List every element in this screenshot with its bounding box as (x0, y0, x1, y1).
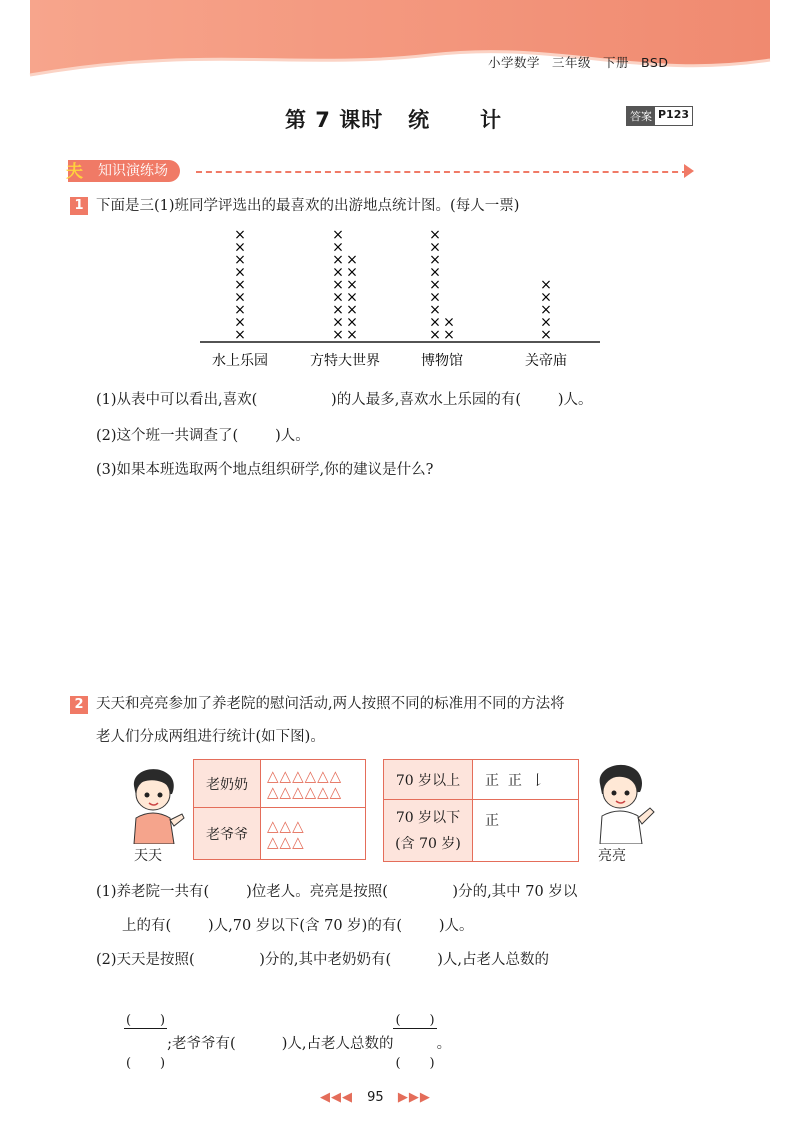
tally-mark: × (429, 289, 441, 306)
volume-label: 下册 (603, 55, 630, 70)
tally-mark: × (346, 302, 358, 318)
tally-mark: × (429, 252, 441, 268)
triangle-marks: △△△△△△ (267, 782, 343, 801)
tiantian-name: 天天 (134, 848, 162, 864)
tally-mark: × (234, 264, 246, 281)
table-row-label: 70 岁以上 (384, 760, 473, 800)
tally-mark: × (540, 314, 552, 331)
next-arrows-icon: ▶▶▶ (397, 1090, 431, 1105)
table-row-label-note: (含 70 岁) (395, 835, 461, 852)
tally-marks: 正 正 𠄌 (473, 760, 579, 800)
tally-mark: × (234, 314, 246, 331)
tally-mark: × (234, 239, 246, 256)
tally-mark: × (346, 314, 358, 331)
tally-mark: × (346, 289, 358, 306)
tally-mark: × (346, 264, 358, 281)
answer-tag: 答案 (627, 107, 655, 125)
liangliang-illustration (586, 760, 658, 844)
answer-page: P123 (658, 108, 690, 121)
tally-mark: × (346, 252, 358, 268)
pictograph-chart (180, 226, 620, 376)
question-1-sub-3: (3)如果本班选取两个地点组织研学,你的建议是什么? (96, 462, 434, 478)
tally-mark: × (429, 277, 441, 293)
question-2-sub-2-line-2 (124, 986, 451, 1099)
tally-mark: × (540, 277, 552, 293)
question-2-sub-1-line-2: 上的有( )人,70 岁以下(含 70 岁)的有( )人。 (122, 918, 474, 934)
sub-2-middle-text: ;老爷爷有( )人,占老人总数的 (167, 1036, 394, 1052)
table-row-label: 70 岁以下 (395, 809, 461, 826)
question-2-number: 2 (70, 696, 88, 714)
question-2-sub-2-line-1: (2)天天是按照( )分的,其中老奶奶有( )人,占老人总数的 (96, 952, 550, 968)
edition-label: BSD (641, 55, 669, 70)
tally-mark: × (234, 327, 246, 343)
question-2-prompt-line-2: 老人们分成两组进行统计(如下图)。 (96, 729, 325, 745)
section-icon: 夫 (66, 162, 83, 182)
grade-label: 三年级 (552, 55, 592, 70)
table-row-label: 老爷爷 (194, 808, 261, 860)
tally-mark: × (332, 327, 344, 343)
tally-mark: × (429, 227, 441, 243)
sub-2-end-text: 。 (436, 1036, 452, 1052)
tally-mark: × (332, 239, 344, 256)
tally-mark: × (540, 289, 552, 306)
liangliang-name: 亮亮 (598, 848, 626, 864)
triangle-marks: △△△△△△ (267, 766, 343, 785)
tally-mark: × (332, 314, 344, 331)
tiantian-table (193, 759, 366, 860)
tally-mark: × (346, 327, 358, 343)
category-label: 方特大世界 (310, 353, 380, 369)
tally-mark: × (234, 252, 246, 268)
fraction-blank[interactable]: $\frac{( )}{( )}$ (126, 1013, 166, 1071)
tally-mark: × (234, 289, 246, 306)
question-2-sub-1-line-1: (1)养老院一共有( )位老人。亮亮是按照( )分的,其中 70 岁以 (96, 884, 578, 900)
tally-mark: × (332, 227, 344, 243)
section-label: 知识演练场 (68, 160, 180, 182)
tally-mark: × (443, 314, 455, 331)
book-series (488, 53, 668, 71)
header-band (0, 0, 800, 100)
category-label: 关帝庙 (525, 353, 567, 369)
tally-mark: × (429, 314, 441, 331)
question-1-number: 1 (70, 197, 88, 215)
page-number: 95 (367, 1090, 384, 1105)
tally-mark: × (234, 227, 246, 243)
page-title: 第 7 课时 统 计 (285, 108, 503, 132)
divider-arrow-icon (684, 164, 694, 178)
subject-label: 小学数学 (488, 55, 541, 70)
category-label: 博物馆 (421, 353, 463, 369)
tally-marks: 正 (473, 800, 579, 862)
tally-mark: × (332, 289, 344, 306)
tally-mark: × (540, 327, 552, 343)
tally-mark: × (429, 239, 441, 256)
tally-mark: × (332, 252, 344, 268)
triangle-marks: △△△ (267, 816, 305, 835)
category-label: 水上乐园 (212, 353, 268, 369)
tally-mark: × (429, 264, 441, 281)
answer-reference[interactable] (626, 106, 693, 126)
tally-mark: × (540, 302, 552, 318)
section-divider (196, 171, 688, 173)
tally-mark: × (332, 277, 344, 293)
tiantian-illustration (122, 764, 188, 844)
tally-mark: × (234, 277, 246, 293)
tally-mark: × (234, 302, 246, 318)
tally-mark: × (332, 302, 344, 318)
tally-mark: × (332, 264, 344, 281)
liangliang-table (383, 759, 579, 862)
page-footer (320, 1090, 431, 1105)
tally-mark: × (346, 277, 358, 293)
tally-mark: × (429, 302, 441, 318)
tally-mark: × (429, 327, 441, 343)
tally-mark: × (443, 327, 455, 343)
question-1-sub-1: (1)从表中可以看出,喜欢( )的人最多,喜欢水上乐园的有( )人。 (96, 392, 593, 408)
table-row-label: 老奶奶 (194, 760, 261, 808)
triangle-marks: △△△ (267, 832, 305, 851)
question-1-prompt: 下面是三(1)班同学评选出的最喜欢的出游地点统计图。(每人一票) (96, 198, 520, 214)
question-2-prompt-line-1: 天天和亮亮参加了养老院的慰问活动,两人按照不同的标准用不同的方法将 (96, 696, 565, 712)
prev-arrows-icon: ◀◀◀ (320, 1090, 353, 1105)
question-1-sub-2: (2)这个班一共调查了( )人。 (96, 428, 310, 444)
fraction-blank[interactable]: $\frac{( )}{( )}$ (395, 1013, 435, 1071)
